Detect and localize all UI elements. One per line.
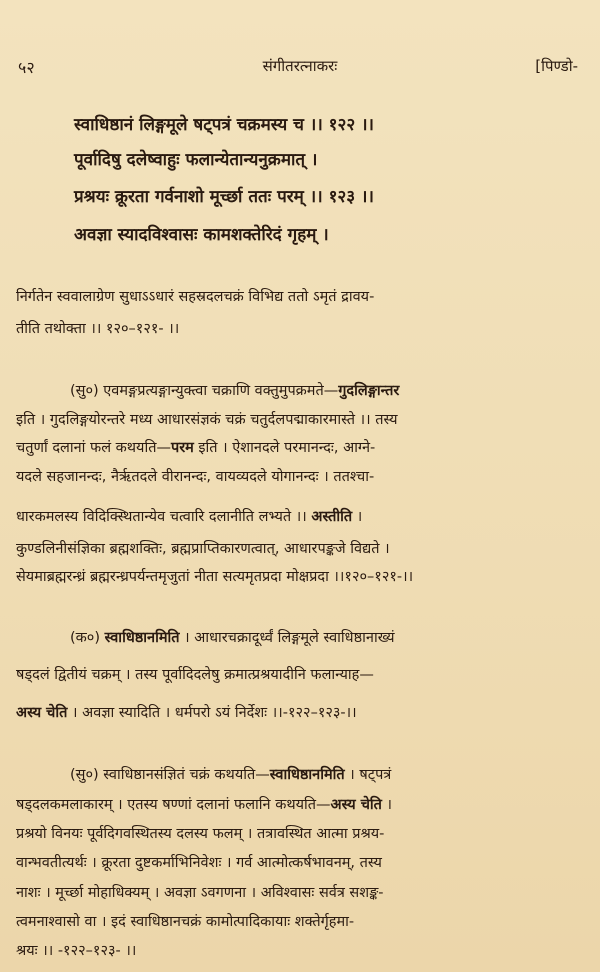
commentary-line	[16, 466, 590, 486]
commentary-line	[16, 911, 590, 931]
commentary-line	[16, 823, 590, 843]
prose-line: तीति तथोक्ता ।। १२०–१२१- ।।	[16, 321, 180, 337]
text-run: षड्दलकमलाकारम् । एतस्य षण्णां दलानां फलानि कथयति—	[16, 797, 331, 813]
text-run: । षट्पत्रं	[344, 767, 392, 783]
commentary-line	[16, 794, 590, 814]
text-run: । आधारचक्रादूर्ध्वं लिङ्गमूले स्वाधिष्ठानाख्यं	[179, 630, 395, 646]
commentary-line	[16, 506, 590, 526]
commentary-line	[70, 380, 590, 400]
commentary-line	[16, 852, 590, 872]
verse-line: अवज्ञा स्यादविश्वासः कामशक्तेरिदं गृहम् ।	[74, 225, 329, 245]
commentary-line	[16, 409, 590, 429]
text-run: कुण्डलिनीसंज्ञिका ब्रह्मशक्तिः, ब्रह्मप्राप्तिकारणत्वात्, आधारपङ्कजे विद्यते ।	[16, 541, 390, 557]
bold-term: स्वाधिष्ठानमिति	[269, 767, 345, 783]
text-run: वान्भवतीत्यर्थः । क्रूरता दुष्टकर्माभिनिवेशः । गर्व आत्मोत्कर्षभावनम्, तस्य	[16, 855, 382, 871]
commentary-line	[16, 882, 590, 902]
page-number: ५२	[18, 58, 35, 77]
text-run: प्रश्रयो विनयः पूर्वदिगवस्थितस्य दलस्य फलम् । तत्रावस्थित आत्मा प्रश्रय-	[16, 826, 385, 842]
text-run: यदले सहजानन्दः, नैर्ऋतदले वीरानन्दः, वायव्यदले योगानन्दः । ततश्चा-	[16, 469, 375, 485]
commentary-line	[70, 764, 590, 784]
commentary-line	[16, 664, 590, 684]
text-run: (क०)	[70, 630, 105, 646]
bold-term: परम	[170, 440, 194, 456]
text-run: ।	[381, 797, 393, 813]
commentary-line	[16, 538, 590, 558]
text-run: त्वमनाश्वासो वा । इदं स्वाधिष्ठानचक्रं कामोत्पादिकायाः शक्तेर्गृहमा-	[16, 914, 355, 930]
verse-line: पूर्वादिषु दलेष्वाहुः फलान्येतान्यनुक्रमात् ।	[74, 150, 318, 170]
bold-term: अस्तीति	[311, 509, 353, 525]
commentary-line	[16, 940, 590, 960]
verse-line: प्रश्रयः क्रूरता गर्वनाशो मूर्च्छा ततः परम् ।। १२३ ।।	[74, 187, 374, 207]
page-header	[0, 56, 600, 80]
text-run: । अवज्ञा स्यादिति । धर्मपरो ऽयं निर्देशः ।।-१२२–१२३-।।	[67, 705, 357, 721]
commentary-line	[16, 566, 590, 586]
text-run: ।	[352, 509, 363, 525]
text-run: (सु०) एवमङ्गप्रत्यङ्गान्युक्त्वा चक्राणि वक्तुमुपक्रमते—	[70, 383, 339, 399]
text-run: श्रयः ।। -१२२–१२३- ।।	[16, 943, 137, 959]
text-run: धारकमलस्य विदिक्स्थितान्येव चत्वारि दलानीति लभ्यते ।।	[16, 509, 312, 525]
commentary-line	[16, 437, 590, 457]
bold-term: अस्य चेति	[16, 705, 68, 721]
bold-term: गुदलिङ्गान्तर	[338, 383, 400, 399]
text-run: षड्दलं द्वितीयं चक्रम् । तस्य पूर्वादिदलेषु क्रमात्प्रश्रयादीनि फलान्याह—	[16, 667, 374, 683]
text-run: (सु०) स्वाधिष्ठानसंज्ञितं चक्रं कथयति—	[70, 767, 270, 783]
running-title: संगीतरत्नाकरः	[262, 57, 338, 75]
bold-term: अस्य चेति	[330, 797, 382, 813]
commentary-line	[16, 702, 590, 722]
commentary-line	[70, 627, 590, 647]
text-run: इति । ऐशानदले परमानन्दः, आग्ने-	[193, 440, 376, 456]
bold-term: स्वाधिष्ठानमिति	[104, 630, 180, 646]
section-marker: [पिण्डो-	[535, 57, 578, 75]
text-run: सेयमाब्रह्मरन्ध्रं ब्रह्मरन्ध्रपर्यन्तमृजुतां नीता सत्यमृतप्रदा मोक्षप्रदा ।।१२०–१२१-।।	[16, 569, 414, 585]
text-run: नाशः । मूर्च्छा मोहाधिक्यम् । अवज्ञा ऽवगणना । अविश्वासः सर्वत्र सशङ्क-	[16, 885, 384, 901]
text-run: इति । गुदलिङ्गयोरन्तरे मध्य आधारसंज्ञकं चक्रं चतुर्दलपद्माकारमास्ते ।। तस्य	[16, 412, 398, 428]
prose-line: निर्गतेन स्ववालाग्रेण सुधाऽऽधारं सहस्रदलचक्रं विभिद्य ततो ऽमृतं द्रावय-	[16, 289, 375, 305]
verse-line: स्वाधिष्ठानं लिङ्गमूले षट्पत्रं चक्रमस्य च ।। १२२ ।।	[74, 115, 374, 135]
text-run: चतुर्णां दलानां फलं कथयति—	[16, 440, 171, 456]
